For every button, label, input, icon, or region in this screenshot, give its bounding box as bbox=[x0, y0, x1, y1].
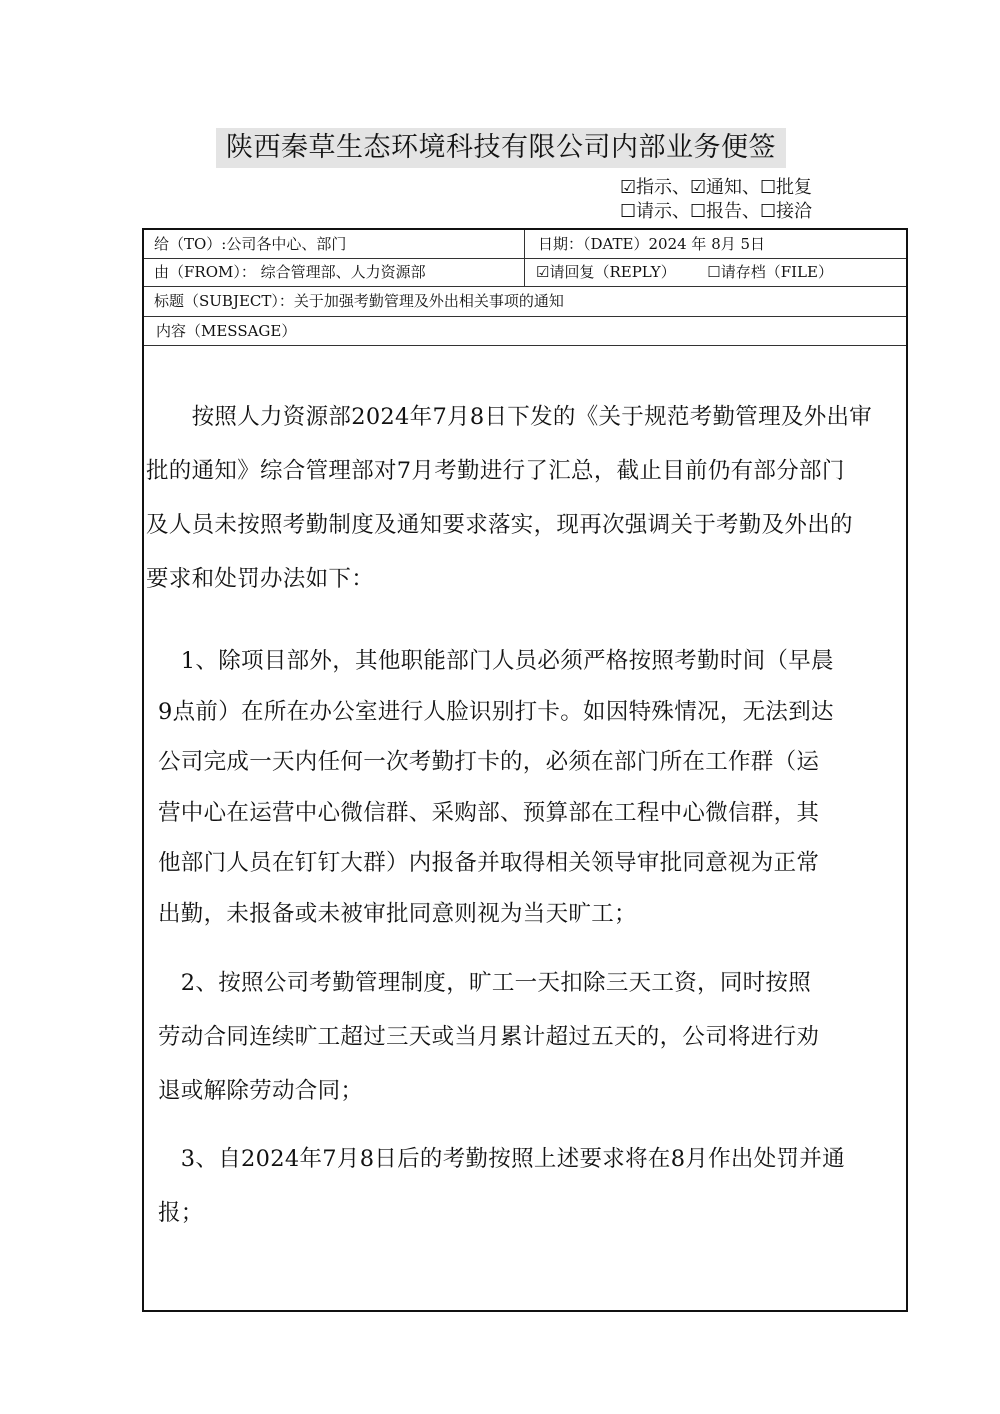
memo-form bbox=[142, 228, 908, 1312]
message-label-row bbox=[144, 317, 906, 346]
approve-checkbox[interactable]: ☐ bbox=[760, 177, 777, 198]
subject-row bbox=[144, 286, 906, 317]
notify-checkbox[interactable]: ☑ bbox=[690, 177, 707, 198]
item-2-line: 2、按照公司考勤管理制度，旷工一天扣除三天工资，同时按照 bbox=[158, 970, 812, 996]
item-1-paragraph bbox=[158, 636, 834, 939]
intro-paragraph bbox=[146, 390, 872, 606]
item-2-paragraph bbox=[158, 956, 819, 1118]
item-3-paragraph bbox=[158, 1132, 845, 1240]
item-1-line: 营中心在运营中心微信群、采购部、预算部在工程中心微信群，其 bbox=[158, 799, 820, 826]
document-title: 陕西秦草生态环境科技有限公司内部业务便签 bbox=[216, 128, 786, 168]
request-checkbox[interactable]: ☐ bbox=[620, 201, 637, 222]
from-reply-row bbox=[144, 258, 906, 287]
to-field: 给（TO）:公司各中心、部门 bbox=[154, 235, 347, 253]
to-date-row bbox=[144, 230, 906, 259]
item-1-line: 出勤，未报备或未被审批同意则视为当天旷工； bbox=[158, 900, 637, 927]
request-label: 请示、 bbox=[636, 201, 690, 222]
date-field: 日期：（DATE）2024 年 8月 5日 bbox=[538, 235, 766, 253]
notify-label: 通知、 bbox=[706, 177, 760, 198]
item-1-line: 1、除项目部外，其他职能部门人员必须严格按照考勤时间（早晨 bbox=[158, 648, 834, 674]
item-2-line: 劳动合同连续旷工超过三天或当月累计超过五天的，公司将进行劝 bbox=[158, 1024, 820, 1050]
intro-line: 要求和处罚办法如下： bbox=[146, 566, 375, 592]
message-label: 内容（MESSAGE） bbox=[156, 322, 297, 340]
item-3-line: 报； bbox=[158, 1200, 204, 1226]
file-label: 请存档（FILE） bbox=[720, 263, 833, 281]
instruction-checkbox[interactable]: ☑ bbox=[620, 177, 637, 198]
file-checkbox[interactable]: ☐ bbox=[707, 263, 721, 281]
intro-line: 按照人力资源部2024年7月8日下发的《关于规范考勤管理及外出审 bbox=[146, 404, 873, 430]
instruction-label: 指示、 bbox=[636, 177, 690, 198]
subject-field: 标题（SUBJECT）：关于加强考勤管理及外出相关事项的通知 bbox=[154, 292, 564, 310]
reply-label: 请回复（REPLY） bbox=[549, 263, 676, 281]
item-1-line: 他部门人员在钉钉大群）内报备并取得相关领导审批同意视为正常 bbox=[158, 850, 820, 876]
intro-line: 及人员未按照考勤制度及通知要求落实，现再次强调关于考勤及外出的 bbox=[146, 512, 853, 538]
reply-checkbox[interactable]: ☑ bbox=[536, 263, 550, 281]
notice-type-row-2 bbox=[620, 200, 920, 224]
report-label: 报告、 bbox=[706, 201, 760, 222]
item-1-line: 9点前）在所在办公室进行人脸识别打卡。如因特殊情况，无法到达 bbox=[158, 698, 834, 725]
notice-type-row-1 bbox=[620, 176, 920, 200]
approve-label: 批复 bbox=[776, 177, 812, 198]
from-field: 由（FROM）： 综合管理部、人力资源部 bbox=[154, 263, 426, 281]
item-1-line: 公司完成一天内任何一次考勤打卡的，必须在部门所在工作群（运 bbox=[158, 749, 820, 775]
item-3-line: 3、自2024年7月8日后的考勤按照上述要求将在8月作出处罚并通 bbox=[158, 1146, 845, 1172]
contact-label: 接洽 bbox=[776, 201, 812, 222]
report-checkbox[interactable]: ☐ bbox=[690, 201, 707, 222]
item-2-line: 退或解除劳动合同； bbox=[158, 1078, 364, 1104]
contact-checkbox[interactable]: ☐ bbox=[760, 201, 777, 222]
intro-line: 批的通知》综合管理部对7月考勤进行了汇总，截止目前仍有部分部门 bbox=[146, 458, 845, 484]
reply-option bbox=[536, 258, 833, 286]
